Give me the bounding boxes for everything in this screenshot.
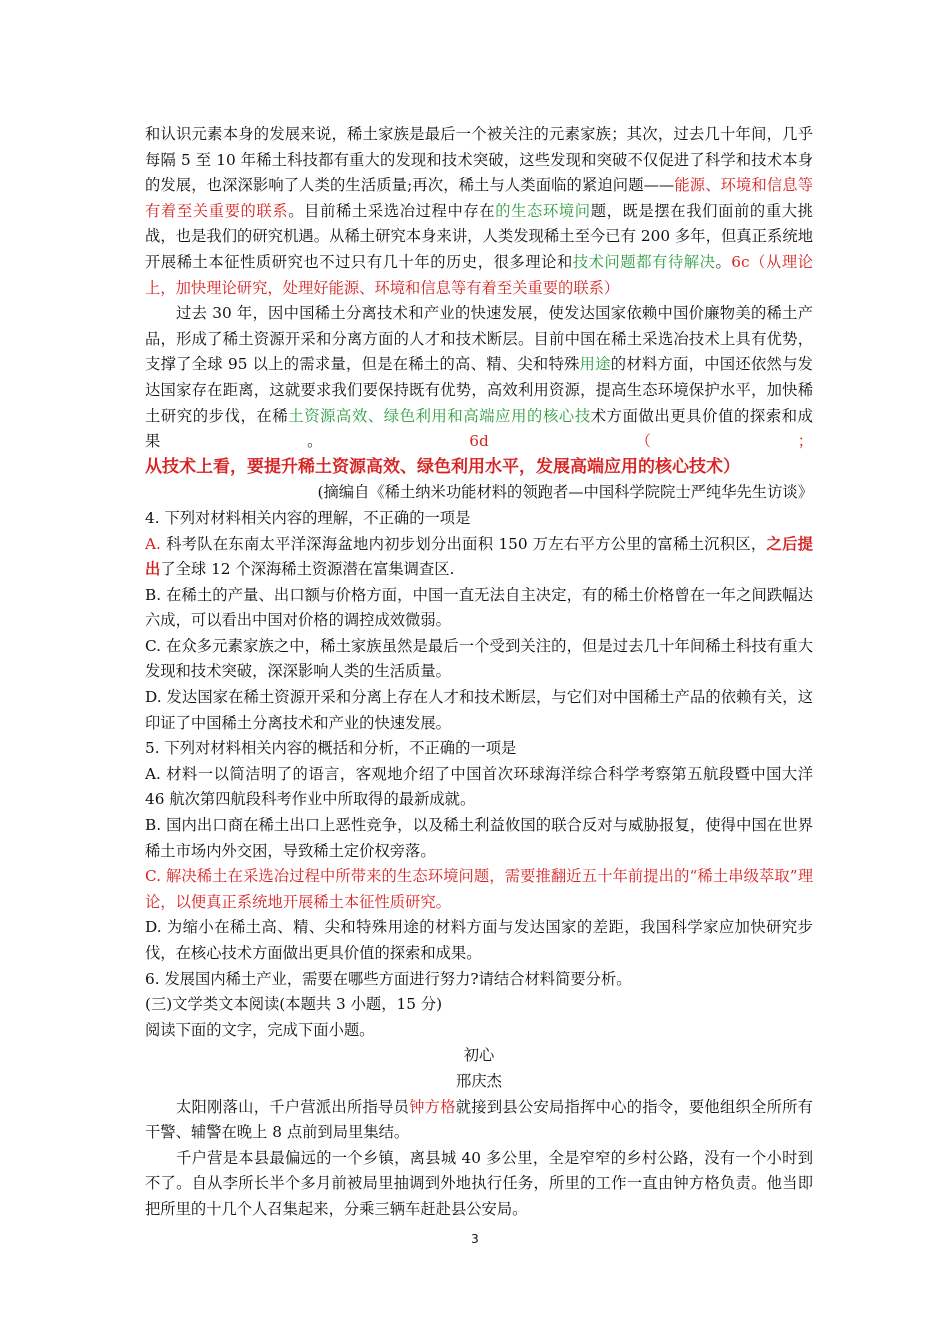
paragraph-past-30-years	[145, 301, 813, 480]
question-4-option-a	[145, 532, 813, 583]
question-5-option-c	[145, 864, 813, 915]
highlight-green: 技术问题都有待解决	[572, 252, 716, 271]
paragraph-rare-earth-intro	[145, 122, 813, 301]
highlight-green: 用途	[579, 355, 611, 374]
source-citation: (摘编自《稀土纳米功能材料的领跑者—中国科学院院士严纯华先生访谈》	[317, 483, 813, 502]
text-run: 。	[715, 252, 732, 271]
text-run: 题，既是摆在我们面前的重大挑战，也是我们的研究机遇。从稀土研究本身来讲，人类发现稀土至今已有 200 多年，但真正系统地开展稀土本征性质研究也不过只有几十年的历史，很多理论和	[145, 201, 813, 271]
text-run: 和认识元素本身的发展来说，稀土家族是最后一个被关注的元素家族；其次，过去几十年间，几乎每隔 5 至 10 年稀土科技都有重大的发现和技术突破，这些发现和突破不仅促进了科学和技术本身的发展，也深深影响了人类的生活质量;再次，稀土与人类面临的紧迫问题——	[145, 125, 813, 195]
story-paragraph-2: 千户营是本县最偏远的一个乡镇，离县城 40 多公里，全是窄窄的乡村公路，没有一个小时到不了。自从李所长半个多月前被局里抽调到外地执行任务，所里的工作一直由钟方格负责。他当即把所里的十几个人召集起来，分乘三辆车赶赴县公安局。	[145, 1148, 813, 1218]
highlight-red-bold: 之后提出	[145, 534, 813, 579]
annotation-6c: 6c（从理论上，加快理论研究，处理好能源、环境和信息等有着至关重要的联系）	[145, 252, 813, 297]
option-label: A.	[145, 534, 161, 553]
question-5-stem: 5. 下列对材料相关内容的概括和分析，不正确的一项是	[145, 739, 517, 758]
highlight-red: 能源、环境和信息等有着至关重要的联系	[145, 176, 813, 220]
story-title: 初心	[463, 1046, 495, 1065]
question-4-stem: 4. 下列对材料相关内容的理解，不正确的一项是	[145, 508, 471, 527]
text-run: 太阳刚落山，千户营派出所指导员	[176, 1097, 410, 1116]
question-5-option-b: B. 国内出口商在稀土出口上恶性竞争，以及稀土利益攸国的联合反对与威胁报复，使得中国在世界稀土市场内外交困，导致稀土定价权旁落。	[145, 816, 813, 860]
text-run: 科考队在东南太平洋深海盆地内初步划分出面积 150 万左右平方公里的富稀土沉积区，	[160, 534, 767, 553]
text-run: 。目前稀土采选冶过程中存在	[288, 201, 496, 220]
annotation-6d-label: 6d（；	[469, 432, 813, 451]
question-5-option-d: D. 为缩小在稀土高、精、尖和特殊用途的材料方面与发达国家的差距，我国科学家应加快研究步伐，在核心技术方面做出更具价值的探索和成果。	[145, 918, 813, 962]
annotation-6d: 从技术上看，要提升稀土资源高效、绿色利用水平，发展高端应用的核心技术）	[145, 456, 740, 477]
question-5-option-a: A. 材料一以简洁明了的语言，客观地介绍了中国首次环球海洋综合科学考察第五航段暨中国大洋 46 航次第四航段科考作业中所取得的最新成就。	[145, 764, 813, 809]
text-run: 术方面做出更具价值的探索和成果。	[145, 406, 813, 451]
story-author: 邢庆杰	[456, 1071, 502, 1090]
text-run: C. 解决稀土在采选冶过程中所带来的生态环境问题，	[145, 867, 505, 886]
question-4-option-c: C. 在众多元素家族之中，稀土家族虽然是最后一个受到关注的，但是过去几十年间稀土科技有重大发现和技术突破，深深影响人类的生活质量。	[145, 636, 813, 681]
text-run: 就接到县公安局指挥中心的指令，要他组织全所所有干警、辅警在晚上 8 点前到局里集结。	[145, 1097, 813, 1142]
text-run: 。	[435, 892, 451, 911]
text-run: 了全球 12 个深海稀土资源潜在富集调查区.	[160, 560, 455, 579]
highlight-green: 的生态环境问	[495, 201, 591, 220]
question-4-option-d: D. 发达国家在稀土资源开采和分离上存在人才和技术断层，与它们对中国稀土产品的依赖有关，这印证了中国稀土分离技术和产业的快速发展。	[145, 688, 813, 732]
highlight-green: 土资源高效、绿色利用和高端应用的核心技	[288, 406, 591, 425]
text-run: 过去 30 年，因中国稀土分离技术和产业的快速发展，使发达国家依赖中国价廉物美的稀土产品，形成了稀土资源开采和分离方面的人才和技术断层。目前中国在稀土采选冶技术上具有优势，支撑了全球 95 以上的需求量，但是在稀土的高、精、尖和特殊	[145, 304, 813, 374]
page-number: 3	[471, 1232, 479, 1246]
text-run: 的材料方面，中国还依然与发达国家存在距离，这就要求我们要保持既有优势，高效利用资源，提高生态环境保护水平，加快稀土研究的步伐，在稀	[145, 355, 813, 425]
document-body	[145, 122, 813, 1223]
question-6: 6. 发展国内稀土产业，需要在哪些方面进行努力?请结合材料简要分析。	[145, 969, 632, 988]
story-paragraph-1	[145, 1095, 813, 1146]
section-heading: (三)文学类文本阅读(本题共 3 小题，15 分)	[145, 995, 443, 1014]
reading-instruction: 阅读下面的文字，完成下面小题。	[145, 1020, 375, 1039]
text-run: 需要推翻近五十年前提出的“稀土串级萃取”理论，以便真正系统地开展稀土本征性质研究	[145, 867, 813, 911]
highlight-red: 钟方格	[409, 1097, 456, 1116]
question-4-option-b: B. 在稀土的产量、出口额与价格方面，中国一直无法自主决定，有的稀土价格曾在一年之间跌幅达六成，可以看出中国对价格的调控成效微弱。	[145, 585, 813, 630]
